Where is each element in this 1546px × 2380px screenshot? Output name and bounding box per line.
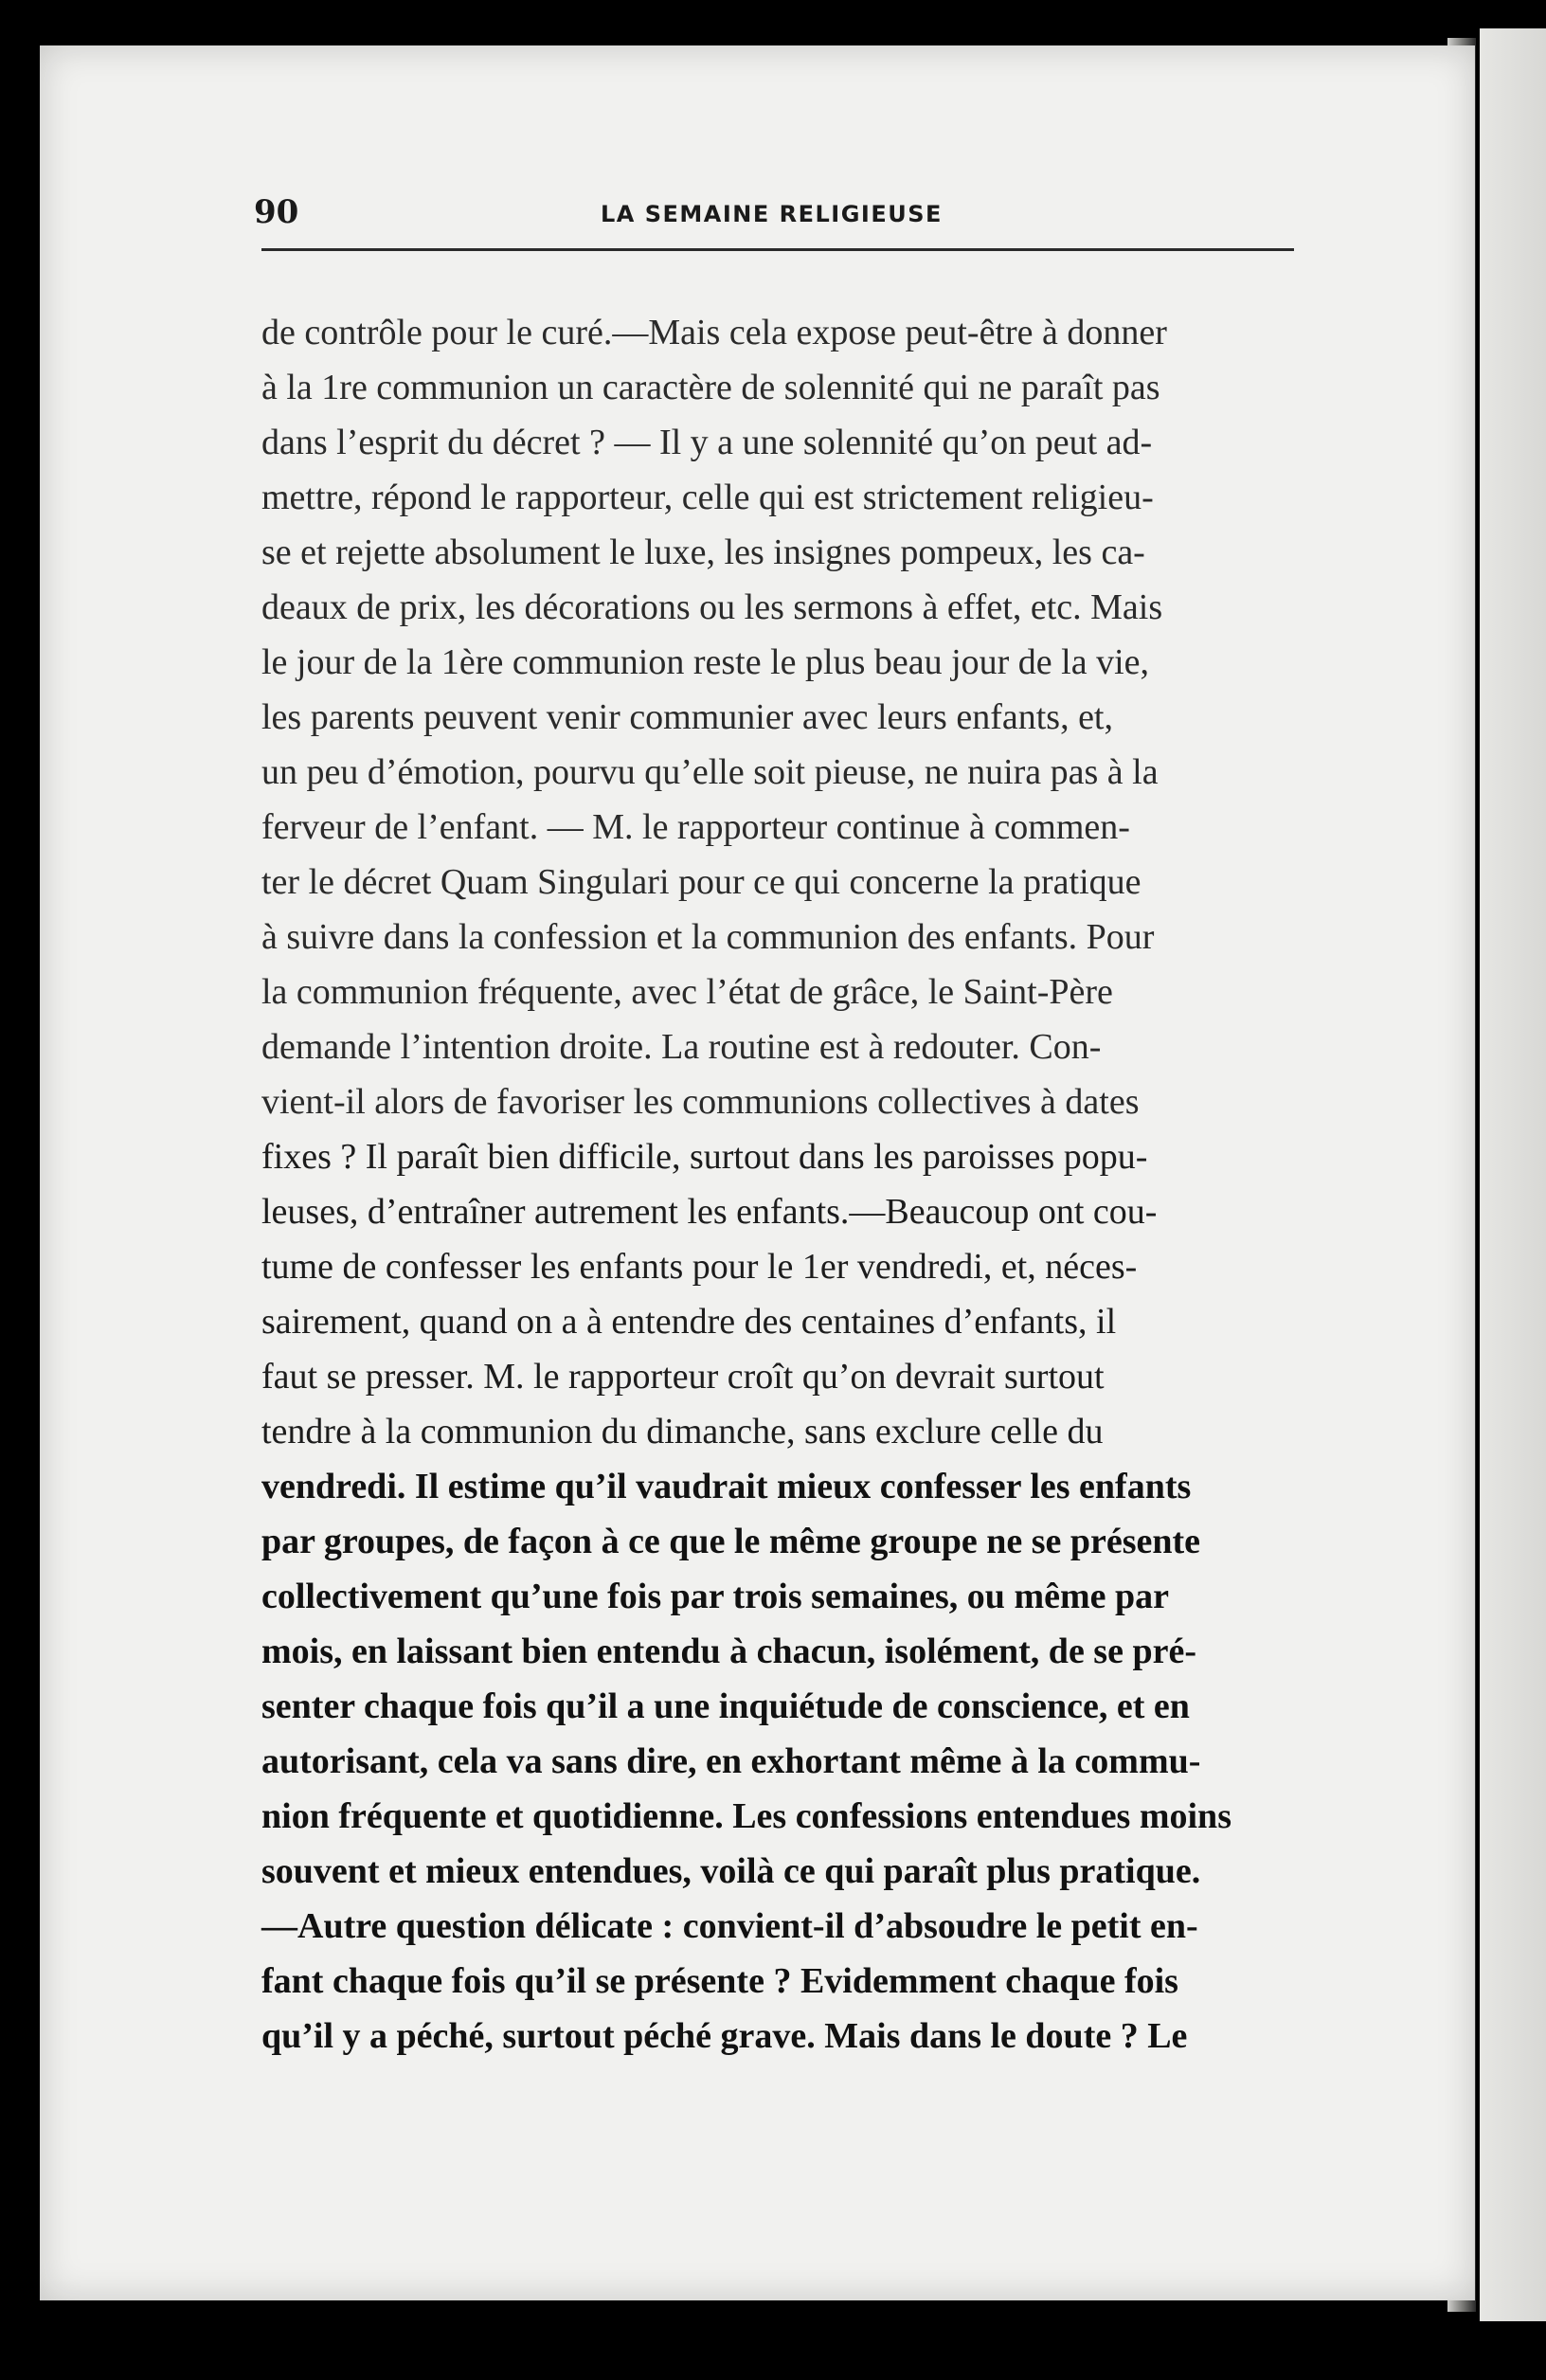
text-line: deaux de prix, les décorations ou les sermons à effet, etc. Mais [261,587,1163,627]
text-line: collectivement qu’une fois par trois semaines, ou même par [261,1577,1169,1616]
adjacent-page-edge [1480,28,1546,2321]
page-header [254,193,1296,241]
text-line: senter chaque fois qu’il a une inquiétude de conscience, et en [261,1686,1190,1726]
text-line: dans l’esprit du décret ? — Il y a une solennité qu’on peut ad- [261,423,1153,462]
text-line: la communion fréquente, avec l’état de grâce, le Saint-Père [261,972,1113,1012]
body-text [261,305,1327,2064]
header-rule [261,248,1294,251]
text-line: ferveur de l’enfant. — M. le rapporteur continue à commen- [261,807,1130,847]
text-line: mois, en laissant bien entendu à chacun, isolément, de se pré- [261,1632,1196,1671]
text-line: à la 1re communion un caractère de solennité qui ne paraît pas [261,368,1160,407]
text-line: mettre, répond le rapporteur, celle qui est strictement religieu- [261,478,1154,517]
text-line: nion fréquente et quotidienne. Les confessions entendues moins [261,1796,1231,1836]
text-line: vient-il alors de favoriser les communions collectives à dates [261,1082,1140,1122]
text-line: souvent et mieux entendues, voilà ce qui paraît plus pratique. [261,1851,1201,1891]
text-line: vendredi. Il estime qu’il vaudrait mieux confesser les enfants [261,1467,1192,1506]
text-line: autorisant, cela va sans dire, en exhortant même à la commu- [261,1741,1201,1781]
text-line: à suivre dans la confession et la communion des enfants. Pour [261,917,1155,957]
text-line: de contrôle pour le curé.—Mais cela expose peut-être à donner [261,313,1167,352]
text-line: faut se presser. M. le rapporteur croît qu’on devrait surtout [261,1357,1105,1397]
text-line: tendre à la communion du dimanche, sans exclure celle du [261,1412,1104,1451]
text-line: leuses, d’entraîner autrement les enfants.—Beaucoup ont cou- [261,1192,1158,1232]
running-title: LA SEMAINE RELIGIEUSE [601,201,943,227]
text-line: fant chaque fois qu’il se présente ? Evidemment chaque fois [261,1961,1178,2001]
text-line: fixes ? Il paraît bien difficile, surtout dans les paroisses popu- [261,1137,1148,1177]
text-line: demande l’intention droite. La routine est à redouter. Con- [261,1027,1102,1067]
text-line: les parents peuvent venir communier avec leurs enfants, et, [261,697,1113,737]
text-line: le jour de la 1ère communion reste le plus beau jour de la vie, [261,642,1150,682]
text-line: sairement, quand on a à entendre des centaines d’enfants, il [261,1302,1117,1342]
text-line: se et rejette absolument le luxe, les insignes pompeux, les ca- [261,532,1145,572]
text-line: par groupes, de façon à ce que le même groupe ne se présente [261,1522,1201,1561]
text-line: un peu d’émotion, pourvu qu’elle soit pieuse, ne nuira pas à la [261,752,1159,792]
page-number: 90 [254,193,299,231]
text-line: tume de confesser les enfants pour le 1er vendredi, et, néces- [261,1247,1138,1287]
text-line: —Autre question délicate : convient-il d’absoudre le petit en- [261,1906,1198,1946]
text-line: ter le décret Quam Singulari pour ce qui concerne la pratique [261,862,1142,902]
text-line: qu’il y a péché, surtout péché grave. Mais dans le doute ? Le [261,2016,1188,2056]
